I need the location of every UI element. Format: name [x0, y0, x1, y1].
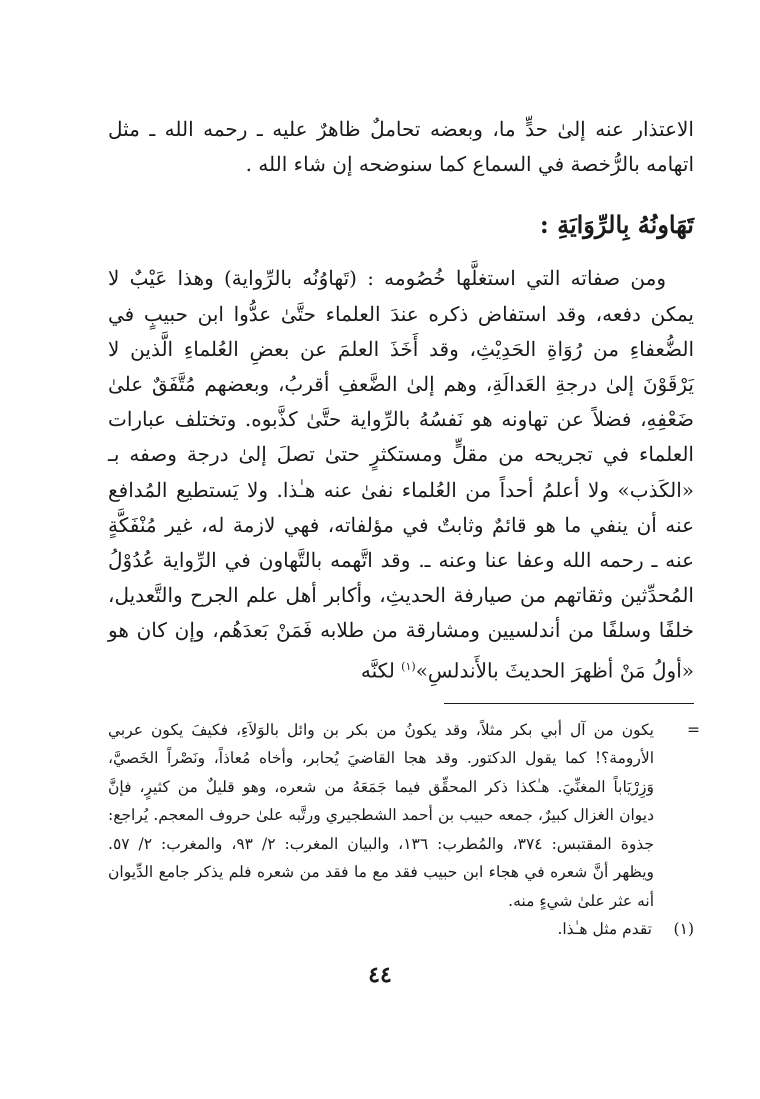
page-number: ٤٤ — [368, 962, 392, 988]
footnote-separator — [444, 703, 694, 704]
paragraph-1: الاعتذار عنه إلىٰ حدٍّ ما، وبعضه تحاملٌ ظاهرٌ عليه ـ رحمه الله ـ مثل اتهامه بالرُّخصة في السماع كما سنوضحه إن شاء الله . — [108, 117, 694, 177]
footnote-1-text: تقدم مثل هـٰذا. — [557, 920, 652, 938]
footnotes — [108, 716, 700, 944]
footnote-1-number: (١) — [673, 920, 694, 938]
section-heading: تَهَاونُهُ بِالرِّوَايَةِ : — [539, 210, 694, 240]
paragraph-2 — [108, 261, 694, 688]
paragraph-2-text: ومن صفاته التي استغلَّها خُصُومه : (تَهاوُنُه بالرِّواية) وهذا عَيْبٌ لا يمكن دفعه، وقد استفاض ذكره عندَ العلماء حتَّىٰ عدُّوا ابن حبيبٍ في الضُّعفاءِ من رُوَاةِ الحَدِيْثِ، وقد أَخَذَ العلمَ عن بعضِ العُلماءِ الَّذين لا يَرْقَوْنَ إلىٰ درجةِ العَدالَةِ، وهم إلىٰ الضَّعفِ أقربُ، وبعضهم مُتَّفَقٌ علىٰ ضَعْفِهِ، فضلاً عن تهاونه هو نَفسُهُ بالرِّواية حتَّىٰ كذَّبوه. وتختلف عبارات العلماء في تجريحه من مقلٍّ ومستكثرٍ حتىٰ تصلَ إلىٰ درجة وصفه بـ «الكَذب» ولا أعلمُ أحداً من العُلماء نفىٰ عنه هـٰذا. ولا يَستطيع المُدافع عنه أن ينفي ما هو قائمٌ وثابتٌ في مؤلفاته، فهي لازمة له، غير مُنْفَكَّةٍ عنه ـ رحمه الله وعفا عنا وعنه ـ. وقد اتَّهمه بالتَّهاون في الرِّواية عُدُوْلُ المُحدِّثين وثقاتهم من صيارفة الحديثِ، وأكابر أهل علم الجرح والتَّعديل، خلفًا وسلفًا من أندلسيين ومشارقة من طلابه فَمَنْ بَعدَهُم، وإن كان هو «أولُ مَنْ أظهرَ الحديثَ بالأَندلسِ» — [108, 266, 694, 683]
main-text — [108, 112, 694, 689]
footnote-continuation-text: يكون من آل أبي بكر مثلاً، وقد يكونُ من بكر بن وائل بالوَلاَءِ، فكيفَ يكون عربي الأرومة؟! كما يقول الدكتور. وقد هجا القاضيَ يُحابر، وأخاه مُعاذاً، ونَصْراً الخَصيَّ، وَزِرْيَاباً المغنِّيَ. هـٰكذا ذكر المحقِّق فيما جَمَعَهُ من شعره، وهو قليلٌ من كثيرٍ، فإنَّ ديوان الغزال كبيرٌ، جمعه حبيب بن أحمد الشطجيري ورتَّبه علىٰ حروف المعجم. يُراجع: جذوة المقتبس: ٣٧٤، والمُطرب: ١٣٦، والبيان المغرب: ٢/ ٩٣، والمغرب: ٢/ ٥٧. ويظهر أنَّ شعره في هجاء ابن حبيب فقد مع ما فقد من شعره فلم يذكر جامع الدِّيوان أنه عثر علىٰ شيءٍ منه. — [108, 720, 655, 910]
page-content — [108, 112, 700, 944]
continuation-mark: = — [687, 720, 700, 739]
footnote-continuation — [108, 716, 700, 916]
footnote-ref-1[interactable]: (١) — [401, 659, 416, 673]
paragraph-2-tail: لكنَّه — [360, 658, 402, 683]
footnote-1 — [108, 915, 694, 944]
